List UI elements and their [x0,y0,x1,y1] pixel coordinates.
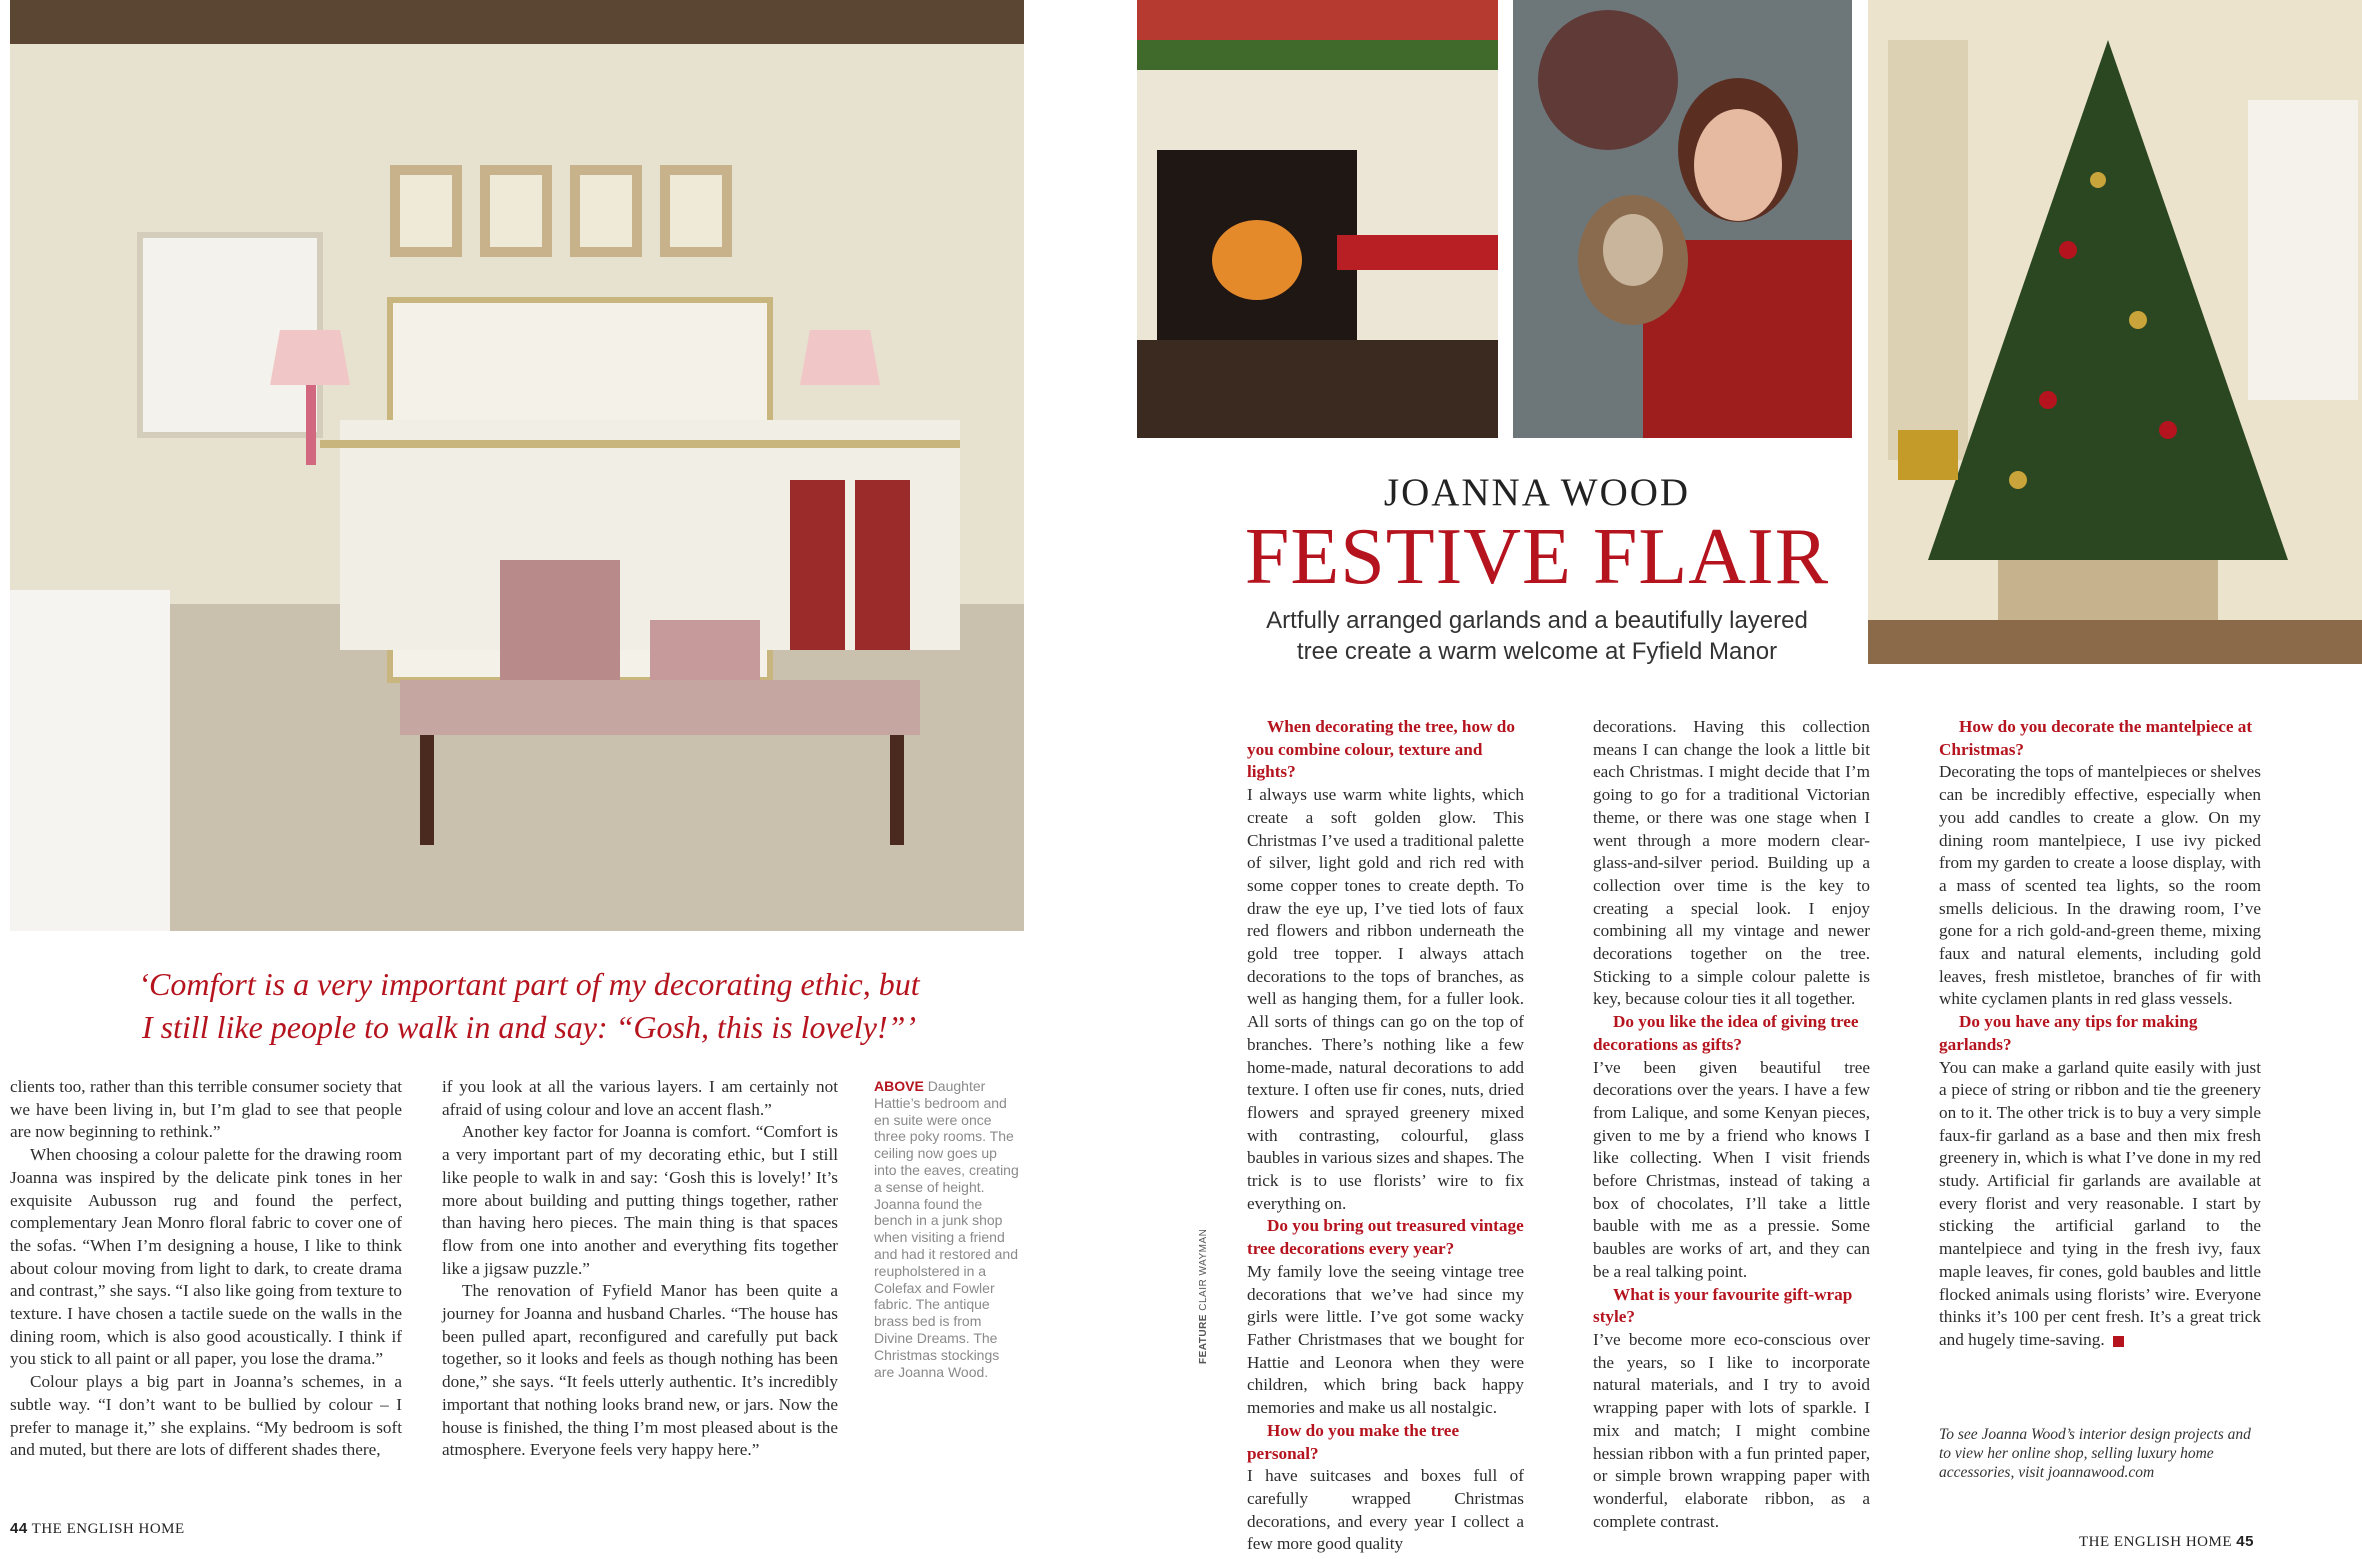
caption-lead: ABOVE [874,1078,924,1094]
right-body-column-3 [1939,716,2261,1352]
standfirst-line: tree create a warm welcome at Fyfield Manor [1296,638,1778,665]
folio-right [2079,1533,2254,1551]
pull-quote-line: ‘Comfort is a very important part of my decorating ethic, but [138,966,920,1002]
interview-answer: I have suitcases and boxes full of carefully wrapped Christmas decorations, and every year I collect a few more good quality [1247,1466,1524,1554]
magazine-name: THE ENGLISH HOME [2079,1534,2232,1550]
feature-kicker: JOANNA WOOD [1383,471,1691,514]
interview-question: Do you bring out treasured vintage tree decorations every year? [1247,1216,1524,1259]
right-body-column-1 [1247,716,1524,1556]
body-paragraph: Another key factor for Joanna is comfort. “Comfort is a very important part of my decorating ethic, but I still like people to walk in and say: ‘Gosh this is lovely!’ It’s more about building and putting things together, rather than having hero pieces. The main thing is that spaces flow from one into another and everything fits together like a jigsaw puzzle.” [442,1122,838,1278]
fireplace-photo [1137,0,1498,438]
right-body-column-2 [1593,716,1870,1533]
folio-left [10,1520,185,1538]
interview-answer: I’ve been given beautiful tree decorations over the years. I have a few from Lalique, and some Kenyan pieces, given to me by a friend who knows I like collecting. When I visit friends before Christmas, instead of taking a box of chocolates, I’ll take a little bauble with me as a pressie. Some baubles are works of art, and they can be a real talking point. [1593,1057,1870,1281]
interview-question: How do you decorate the mantelpiece at Christmas? [1939,717,2253,759]
interview-question: Do you have any tips for making garlands? [1939,1012,2198,1054]
interview-answer [1939,1057,2261,1352]
page-number: 45 [2236,1533,2254,1550]
credit-label: FEATURE [1198,1314,1209,1364]
portrait-photo [1513,0,1852,438]
interview-answer: Decorating the tops of mantelpieces or shelves can be incredibly effective, especially when you add candles to create a glow. On my dining room mantelpiece, I use ivy picked from my garden to create a loose display, with a mass of scented tea lights, so the room smells delicious. In the drawing room, I’ve gone for a rich gold-and-green theme, mixing faux and natural elements, including gold leaves, fresh mistletoe, branches of fir with white cyclamen plants in red glass vessels. [1939,762,2261,1009]
standfirst [1137,605,1937,667]
interview-question: Do you like the idea of giving tree decorations as gifts? [1593,1012,1859,1054]
body-paragraph: When choosing a colour palette for the drawing room Joanna was inspired by the delicate pink tones in her exquisite Aubusson rug and found the perfect, complementary Jean Monro floral fabric to cover one of the sofas. “When I’m designing a house, I like to think about colour moving from light to dark, to create drama and contrast,” she says. “I also like going from texture to texture. I have chosen a tactile suede on the walls in the dining room, which is also good acoustically. I think if you stick to all paint or all paper, you lose the drama.” [10,1145,402,1369]
feature-credit [1198,1229,1209,1364]
interview-answer: My family love the seeing vintage tree decorations that we’ve had since my girls were little. I’ve got some wacky Father Christmases that we bought for Hattie and Leonora when they were children, which bring back happy memories and make us all nostalgic. [1247,1261,1524,1418]
credit-name: CLAIR WAYMAN [1198,1228,1209,1311]
caption-text: Daughter Hattie’s bedroom and en suite were once three poky rooms. The ceiling now goes up into the eaves, creating a sense of height. Joanna found the bench in a junk shop when visiting a friend and had it restored and reupholstered in a Colefax and Fowler fabric. The antique brass bed is from Divine Dreams. The Christmas stockings are Joanna Wood. [874,1078,1019,1380]
christmas-tree-photo [1868,0,2362,664]
interview-answer: I always use warm white lights, which create a soft golden glow. This Christmas I’ve used a traditional palette of silver, light gold and rich red with some copper tones to create depth. To draw the eye up, I’ve tied lots of faux red flowers and ribbon underneath the gold tree topper. I always attach decorations to the tops of branches, as well as hanging them, for a fuller look. All sorts of things can go on the top of branches. There’s nothing like a few home-made, natural decorations to add texture. I often use fir cones, nuts, dried flowers and sprayed greenery mixed with contrasting, colourful, glass baubles in various sizes and shapes. The trick is to use florists’ wire to fix everything on. [1247,785,1525,1213]
feature-title: FESTIVE FLAIR [1244,513,1830,601]
interview-answer: I’ve become more eco-conscious over the years, so I like to incorporate natural materials, and I try to avoid wrapping paper with lots of sparkle. I mix and match; I might combine hessian ribbon with a fun printed paper, or simple brown wrapping paper with wonderful, elaborate ribbon, as a complete contrast. [1593,1329,1870,1531]
body-paragraph: Colour plays a big part in Joanna’s schemes, in a subtle way. “I don’t want to be bullied by colour – I prefer to manage it,” she explains. “My bedroom is soft and muted, but there are lots of different shades there, [10,1372,402,1460]
standfirst-line: Artfully arranged garlands and a beautifully layered [1266,607,1808,634]
interview-answer: decorations. Having this collection means I can change the look a little bit each Christmas. I might decide that I’m going to go for a traditional Victorian theme, or there was one stage when I went through a more modern clear-glass-and-silver period. Building up a collection over time is the key to creating a special look. I enjoy combining all my vintage and newer decorations together on the tree. Sticking to a simple colour palette is key, because colour ties it all together. [1593,717,1870,1009]
footnote: To see Joanna Wood’s interior design projects and to view her online shop, selling luxury home accessories, visit joannawood.com [1939,1426,2251,1481]
answer-text: You can make a garland quite easily with just a piece of string or ribbon and tie the greenery on to it. The other trick is to buy a very simple faux-fir garland as a base and then mix fresh greenery in, which is what I’ve done in my red study. Artificial fir garlands are available at every florist and very reasonable. I start by sticking the artificial garland to the mantelpiece and tying in the fresh ivy, faux maple leaves, fir cones, gold baubles and little flocked animals using florists’ wire. Everyone thinks it’s 100 per cent fresh. It’s a great trick and hugely time-saving. [1939,1057,2261,1349]
body-paragraph: clients too, rather than this terrible consumer society that we have been living in, but I’m glad to see that people are now beginning to rethink.” [10,1077,402,1142]
interview-question: What is your favourite gift-wrap style? [1593,1284,1853,1327]
interview-question: When decorating the tree, how do you combine colour, texture and lights? [1247,717,1515,782]
photo-caption [874,1078,1022,1380]
interview-question: How do you make the tree personal? [1247,1420,1460,1463]
pull-quote [22,963,1036,1049]
body-paragraph: The renovation of Fyfield Manor has been quite a journey for Joanna and husband Charles. “The house has been pulled apart, reconfigured and carefully put back together, so it looks and feels as though nothing has been done,” she says. “It feels utterly authentic. It’s incredibly important that nothing looks brand new, or jars. Now the house is finished, the thing I’m most pleased about is the atmosphere. Everyone feels very happy here.” [442,1281,838,1460]
magazine-name: THE ENGLISH HOME [31,1521,185,1537]
left-body-column-1 [10,1076,402,1462]
body-paragraph: if you look at all the various layers. I am certainly not afraid of using colour and love an accent flash.” [442,1077,838,1119]
page-number: 44 [10,1520,28,1537]
left-body-column-2 [442,1076,838,1462]
pull-quote-line: I still like people to walk in and say: “Gosh, this is lovely!”’ [141,1009,917,1045]
bedroom-photo [10,0,1024,931]
end-mark-icon [2113,1336,2124,1347]
